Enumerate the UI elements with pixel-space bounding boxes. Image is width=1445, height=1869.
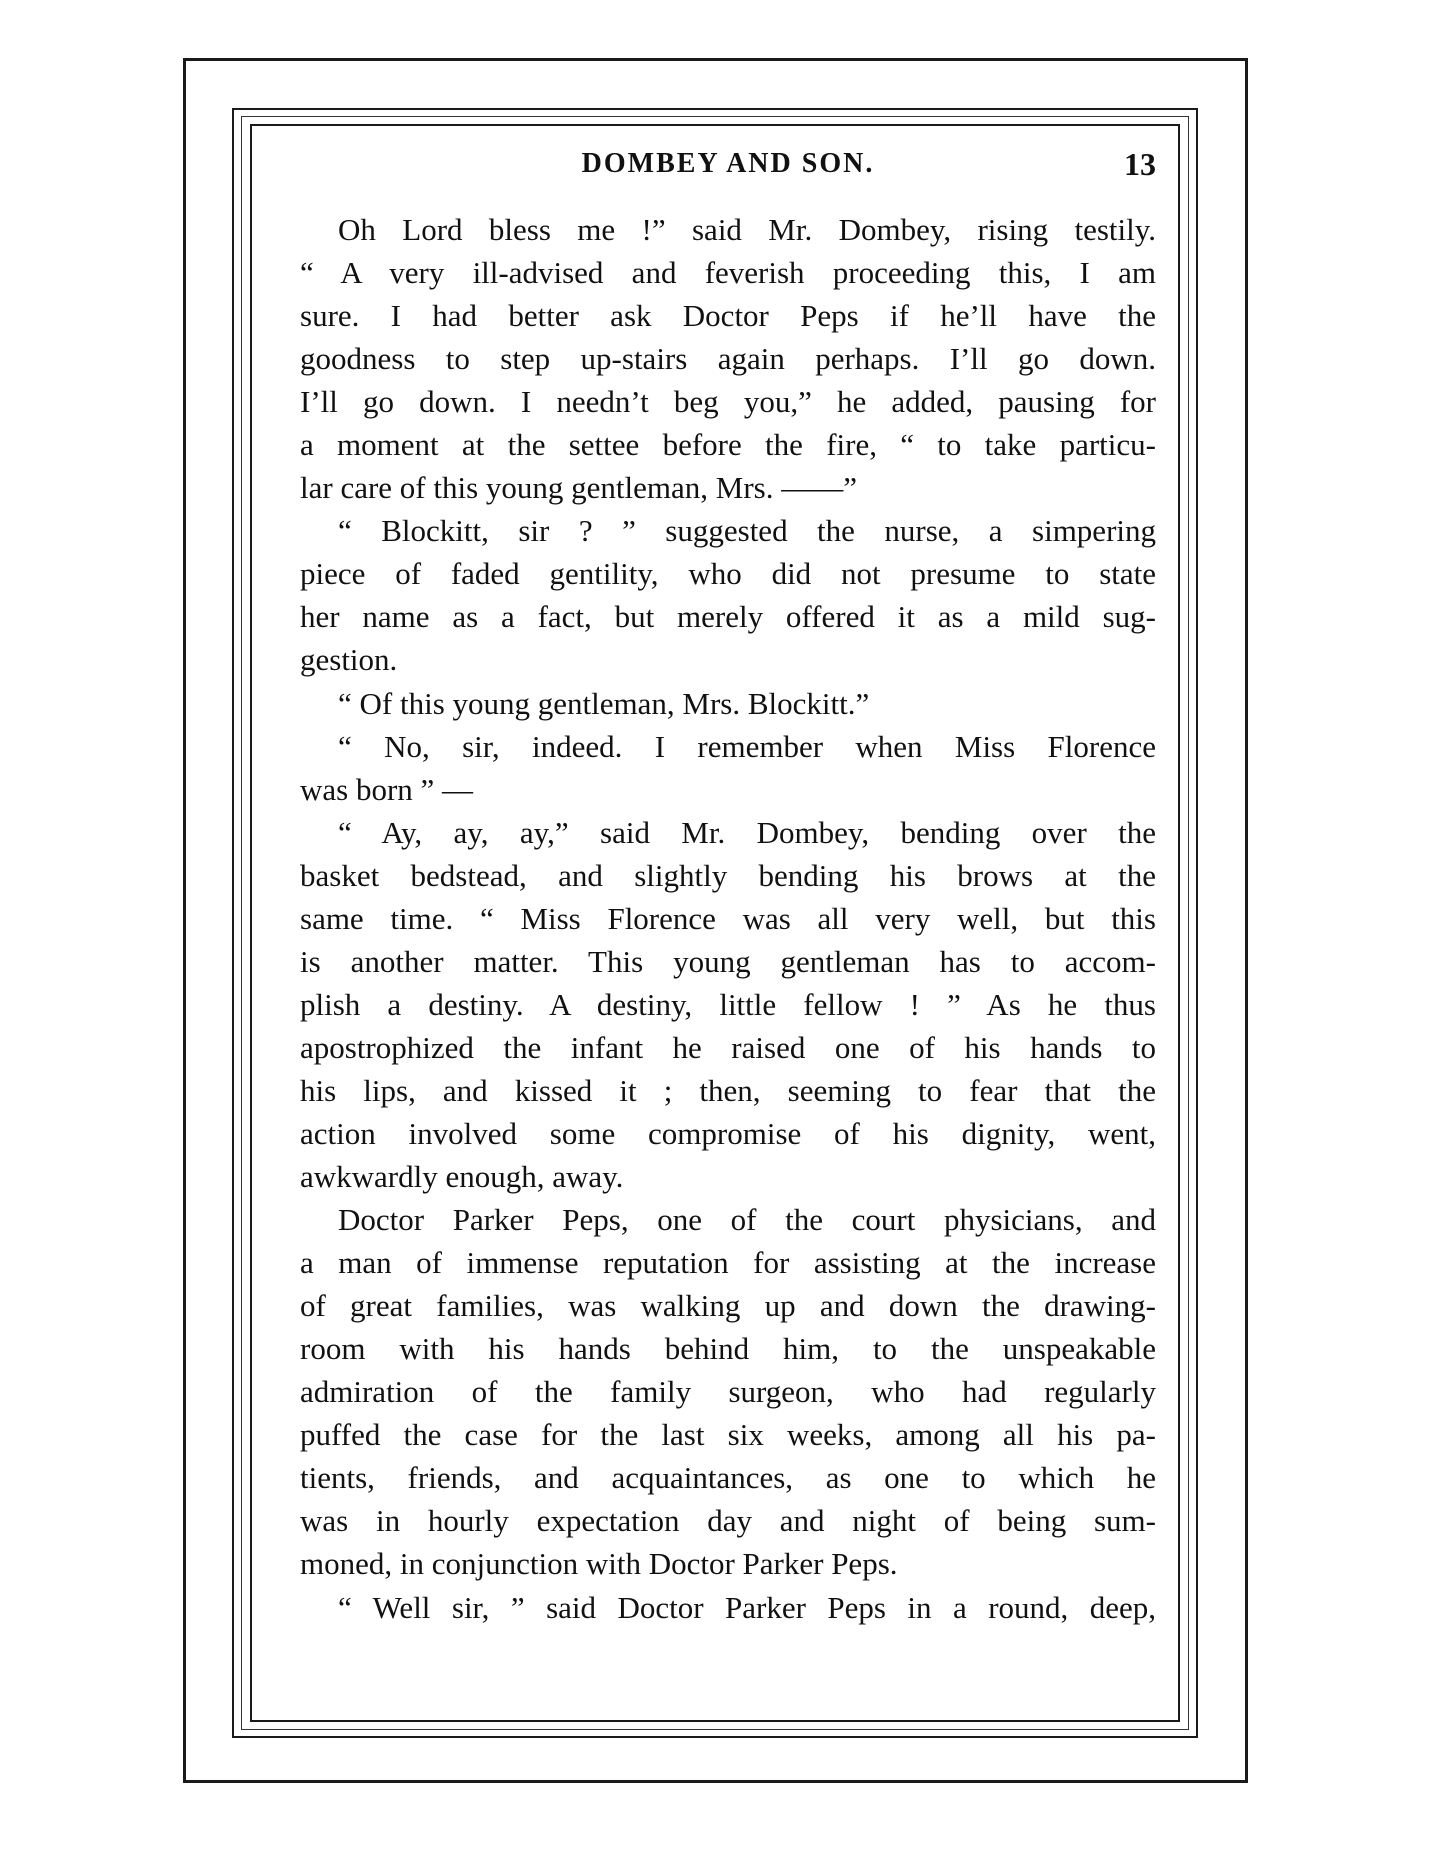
text-line: piece of faded gentility, who did not presume to state bbox=[300, 556, 1156, 592]
text-line: his lips, and kissed it ; then, seeming to fear that the bbox=[300, 1072, 1156, 1108]
text-line: plish a destiny. A destiny, little fellow ! ” As he thus bbox=[300, 986, 1156, 1022]
text-line: basket bedstead, and slightly bending his brows at the bbox=[300, 857, 1156, 893]
text-line: of great families, was walking up and down the drawing- bbox=[300, 1288, 1156, 1324]
text-line: was in hourly expectation day and night of being sum- bbox=[300, 1503, 1156, 1539]
text-line: Oh Lord bless me !” said Mr. Dombey, rising testily. bbox=[338, 212, 1156, 247]
text-line: puffed the case for the last six weeks, among all his pa- bbox=[300, 1417, 1156, 1453]
text-line: “ Of this young gentleman, Mrs. Blockitt.” bbox=[338, 685, 870, 721]
text-line: admiration of the family surgeon, who had regularly bbox=[300, 1374, 1156, 1410]
text-line: is another matter. This young gentleman has to accom- bbox=[300, 943, 1156, 979]
text-line: gestion. bbox=[300, 642, 398, 678]
text-line: sure. I had better ask Doctor Peps if he’ll have the bbox=[300, 298, 1156, 334]
text-line: moned, in conjunction with Doctor Parker Peps. bbox=[300, 1546, 898, 1582]
text-line: “ A very ill-advised and feverish proceeding this, I am bbox=[300, 255, 1156, 291]
text-line: “ No, sir, indeed. I remember when Miss Florence bbox=[338, 728, 1156, 764]
text-line: I’ll go down. I needn’t beg you,” he added, pausing for bbox=[300, 384, 1156, 420]
running-head bbox=[300, 148, 1156, 190]
text-line: apostrophized the infant he raised one of his hands to bbox=[300, 1029, 1156, 1065]
text-line: “ Ay, ay, ay,” said Mr. Dombey, bending over the bbox=[338, 814, 1156, 850]
text-line: tients, friends, and acquaintances, as one to which he bbox=[300, 1460, 1156, 1496]
text-line: was born ” — bbox=[300, 771, 474, 807]
text-line: goodness to step up-stairs again perhaps. I’ll go down. bbox=[300, 341, 1156, 377]
text-line: lar care of this young gentleman, Mrs. ——” bbox=[300, 470, 857, 506]
text-line: her name as a fact, but merely offered it as a mild sug- bbox=[300, 599, 1156, 635]
body-text bbox=[300, 208, 1156, 1629]
text-line: “ Blockitt, sir ? ” suggested the nurse, a simpering bbox=[338, 513, 1156, 549]
running-head-title: DOMBEY AND SON. bbox=[581, 148, 875, 179]
text-line: same time. “ Miss Florence was all very well, but this bbox=[300, 900, 1156, 936]
text-line: action involved some compromise of his dignity, went, bbox=[300, 1115, 1156, 1151]
text-line: awkwardly enough, away. bbox=[300, 1159, 624, 1195]
page-number: 13 bbox=[1124, 146, 1156, 182]
text-line: a moment at the settee before the fire, “ to take particu- bbox=[300, 427, 1156, 463]
text-line: Doctor Parker Peps, one of the court physicians, and bbox=[338, 1202, 1156, 1238]
text-line: room with his hands behind him, to the unspeakable bbox=[300, 1331, 1156, 1367]
text-line: a man of immense reputation for assisting at the increase bbox=[300, 1245, 1156, 1281]
text-line: “ Well sir, ” said Doctor Parker Peps in a round, deep, bbox=[338, 1589, 1156, 1625]
